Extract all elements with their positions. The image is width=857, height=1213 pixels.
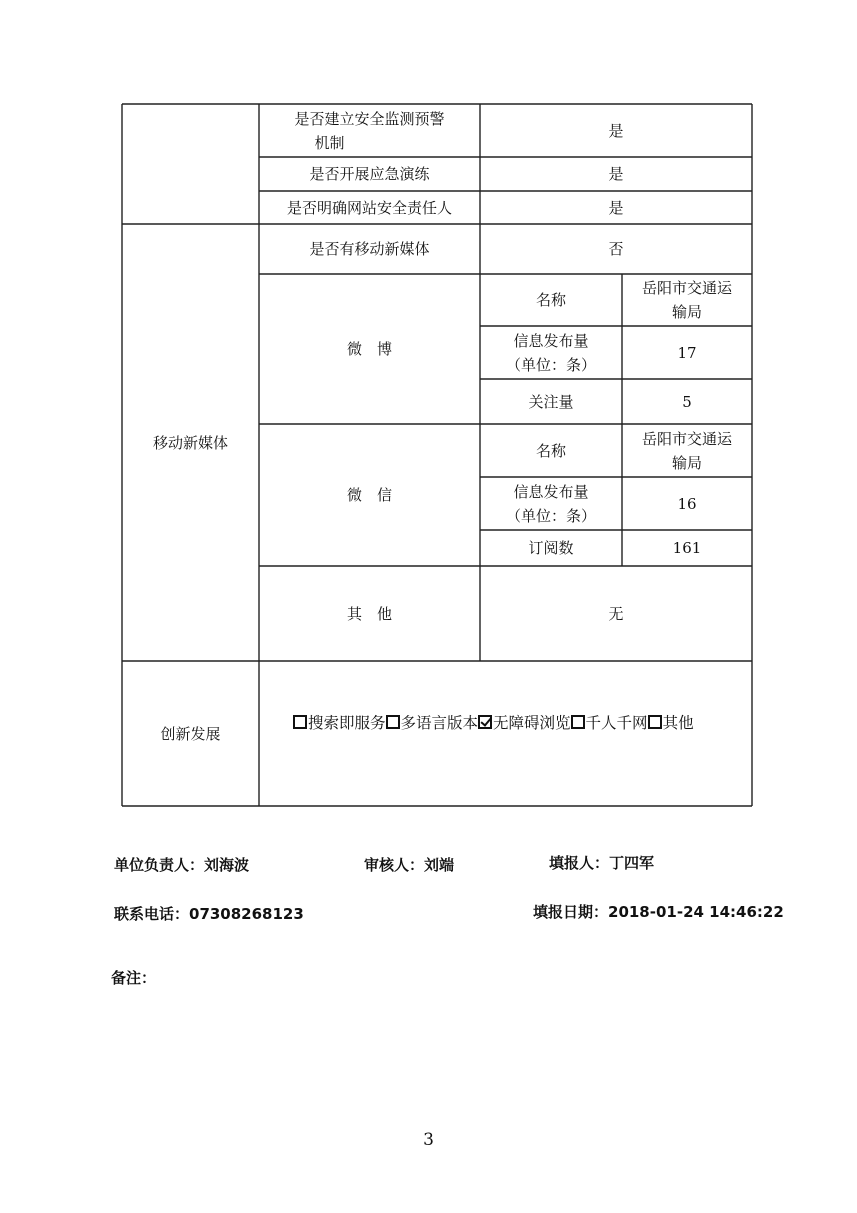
option-multilingual[interactable]: 多语言版本	[386, 711, 479, 733]
other-value: 无	[608, 604, 624, 623]
has-app-label: 是否有移动新媒体	[309, 240, 430, 258]
weibo-name-label: 名称	[535, 291, 566, 309]
wechat-sub-value: 161	[672, 539, 702, 557]
warning-label: 是否建立安全监测预警 机制	[294, 109, 445, 152]
warning-value: 是	[608, 121, 624, 140]
checkbox-search-service[interactable]	[293, 715, 307, 729]
responsible-label: 是否明确网站安全责任人	[286, 198, 452, 217]
weibo-count-value: 17	[677, 343, 697, 362]
wechat-count-label: 信息发布量 （单位：条）	[505, 482, 596, 525]
responsible-value: 是	[608, 198, 624, 217]
wechat-name-label: 名称	[535, 441, 566, 460]
checkbox-other[interactable]	[648, 715, 662, 729]
weibo-label: 微 博	[346, 340, 392, 358]
other-label: 其 他	[346, 604, 392, 623]
weibo-name-value: 岳阳市交通运 输局	[641, 279, 732, 321]
drill-value: 是	[608, 165, 624, 183]
remark: 备注：	[111, 969, 157, 987]
innovation-options	[293, 708, 753, 736]
wechat-sub-label: 订阅数	[528, 539, 574, 557]
weibo-follow-value: 5	[682, 392, 692, 411]
option-personalized[interactable]: 千人千网	[571, 711, 648, 733]
checkbox-multilingual[interactable]	[386, 715, 400, 729]
checkbox-accessibility-checked[interactable]	[478, 715, 492, 729]
mobile-section-label: 移动新媒体	[152, 433, 228, 452]
fill-date: 填报日期：2018-01-24 14:46:22	[533, 903, 784, 921]
page-number: 3	[423, 1130, 434, 1150]
weibo-count-label: 信息发布量 （单位：条）	[505, 331, 596, 374]
wechat-name-value: 岳阳市交通运 输局	[641, 429, 732, 472]
unit-head: 单位负责人：刘海波	[114, 856, 250, 874]
checkbox-personalized[interactable]	[571, 715, 585, 729]
option-search-service[interactable]: 搜索即服务	[293, 711, 386, 733]
weibo-follow-label: 关注量	[528, 392, 574, 411]
filler: 填报人：丁四军	[549, 854, 655, 872]
reviewer: 审核人：刘端	[364, 856, 455, 874]
innovation-label: 创新发展	[160, 724, 221, 743]
drill-label: 是否开展应急演练	[309, 165, 430, 183]
option-accessibility[interactable]: 无障碍浏览	[478, 711, 571, 733]
phone: 联系电话：07308268123	[114, 905, 304, 923]
option-other[interactable]: 其他	[648, 711, 694, 733]
has-app-value: 否	[608, 240, 624, 258]
wechat-label: 微 信	[346, 486, 392, 504]
wechat-count-value: 16	[677, 494, 697, 513]
